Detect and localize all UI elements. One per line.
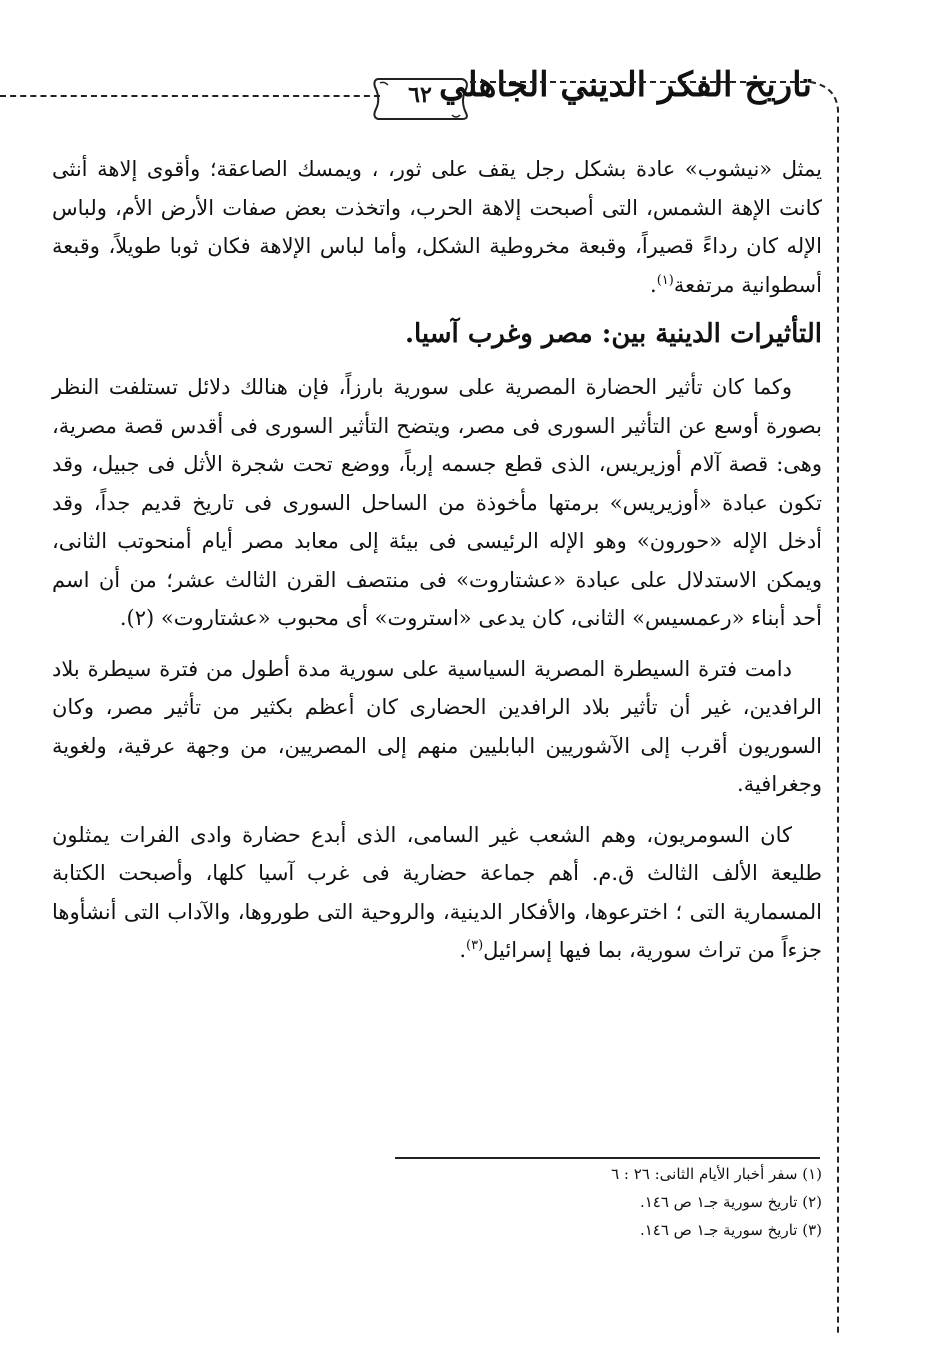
paragraph-3: دامت فترة السيطرة المصرية السياسية على سورية مدة أطول من فترة سيطرة بلاد الرافدين، غير أن تأثير بلاد الرافدين الحضارى كان أعظم بكثير من تأثير مصر، وكان السوريون أقرب إلى الآشوريين البابليين منهم إلى المصريين، من وجهة عرقية، ولغوية وجغرافية.: [52, 656, 822, 796]
footnote-ref-2: (٢): [126, 606, 155, 630]
footnote-ref-3: (٣): [466, 938, 484, 953]
paragraph-1-text: يمثل «نيشوب» عادة بشكل رجل يقف على ثور، ، ويمسك الصاعقة؛ وأقوى إلاهة أنثى كانت الإهة الشمس، التى أصبحت إلاهة الحرب، واتخذت بعض صفات الأرض الأم، ولباس الإله كان رداءً قصيراً، وقبعة مخروطية الشكل، وأما لباس الإلاهة فكان ثوبا طويلاً، وقبعة أسطوانية مرتفعة: [52, 157, 822, 297]
footnote-1: (١) سفر أخبار الأيام الثانى: ٢٦ : ٦: [611, 1165, 822, 1183]
header-dashed-rule: [0, 95, 380, 97]
footnote-3: (٣) تاريخ سورية جـ١ ص ١٤٦.: [639, 1221, 822, 1239]
paragraph-1: يمثل «نيشوب» عادة بشكل رجل يقف على ثور، ، ويمسك الصاعقة؛ وأقوى إلاهة أنثى كانت الإهة الشمس، التى أصبحت إلاهة الحرب، واتخذت بعض صفات الأرض الأم، ولباس الإله كان رداءً قصيراً، وقبعة مخروطية الشكل، وأما لباس الإلاهة فكان ثوبا طويلاً، وقبعة أسطوانية مرتفعة$^{(١)}$.: [52, 157, 822, 297]
footnote-ref-1: (١): [656, 272, 674, 288]
footnotes: [392, 1160, 822, 1244]
paragraph-4-text: كان السومريون، وهم الشعب غير السامى، الذى أبدع حضارة وادى الفرات يمثلون طليعة الألف الثالث ق.م. أهم جماعة حضارية فى غرب آسيا كلها، وأصبحت الكتابة المسمارية التى ؛ اخترعوها، والأفكار الدينية، والروحية التى طوروها، والآداب التى أنشأوها جزءاً من تراث سورية، بما فيها إسرائيل: [52, 822, 822, 962]
paragraph-2: وكما كان تأثير الحضارة المصرية على سورية بارزاً، فإن هنالك دلائل تستلفت النظر بصورة أوسع عن التأثير السورى فى مصر، ويتضح التأثير السورى فى أقدس قصة مصرية، وهى: قصة آلام أوزيريس، الذى قطع جسمه إرباً، ووضع تحت شجرة الأثل فى جبيل، وقد تكون عبادة «أوزيريس» برمتها مأخوذة من الساحل السورى فى تاريخ قديم جداً، وقد أدخل الإله «حورون» وهو الإله الرئيسى فى بيئة إلى معابد مصر أيام أمنحوتب الثانى، ويمكن الاستدلال على عبادة «عشتاروت» فى منتصف القرن الثالث عشر؛ من أن اسم أحد أبناء «رعمسيس» الثانى، كان يدعى «استروت» أى محبوب «عشتاروت» (٢).: [52, 375, 822, 630]
paragraph-2-text: وكما كان تأثير الحضارة المصرية على سورية بارزاً، فإن هنالك دلائل تستلفت النظر بصورة أوسع عن التأثير السورى فى مصر، ويتضح التأثير السورى فى أقدس قصة مصرية، وهى: قصة آلام أوزيريس، الذى قطع جسمه إرباً، ووضع تحت شجرة الأثل فى جبيل، وقد تكون عبادة «أوزيريس» برمتها مأخوذة من الساحل السورى فى تاريخ قديم جداً، وقد أدخل الإله «حورون» وهو الإله الرئيسى فى بيئة إلى معابد مصر أيام أمنحوتب الثانى، ويمكن الاستدلال على عبادة «عشتاروت» فى منتصف القرن الثالث عشر؛ من أن اسم أحد أبناء «رعمسيس» الثانى، كان يدعى «استروت» أى محبوب «عشتاروت»: [52, 375, 822, 630]
page-body: [52, 150, 822, 970]
paragraph-4: كان السومريون، وهم الشعب غير السامى، الذى أبدع حضارة وادى الفرات يمثلون طليعة الألف الثالث ق.م. أهم جماعة حضارية فى غرب آسيا كلها، وأصبحت الكتابة المسمارية التى ؛ اخترعوها، والأفكار الدينية، والروحية التى طوروها، والآداب التى أنشأوها جزءاً من تراث سورية، بما فيها إسرائيل$^{(٣)}$.: [52, 822, 822, 962]
running-title: تاريخ الفكر الديني الجاهلي: [438, 65, 812, 105]
footnote-2: (٢) تاريخ سورية جـ١ ص ١٤٦.: [639, 1193, 822, 1211]
footnote-separator: [395, 1157, 820, 1159]
section-heading: التأثيرات الدينية بين: مصر وغرب آسيا.: [404, 319, 822, 349]
page-number: ٦٢: [408, 82, 432, 108]
